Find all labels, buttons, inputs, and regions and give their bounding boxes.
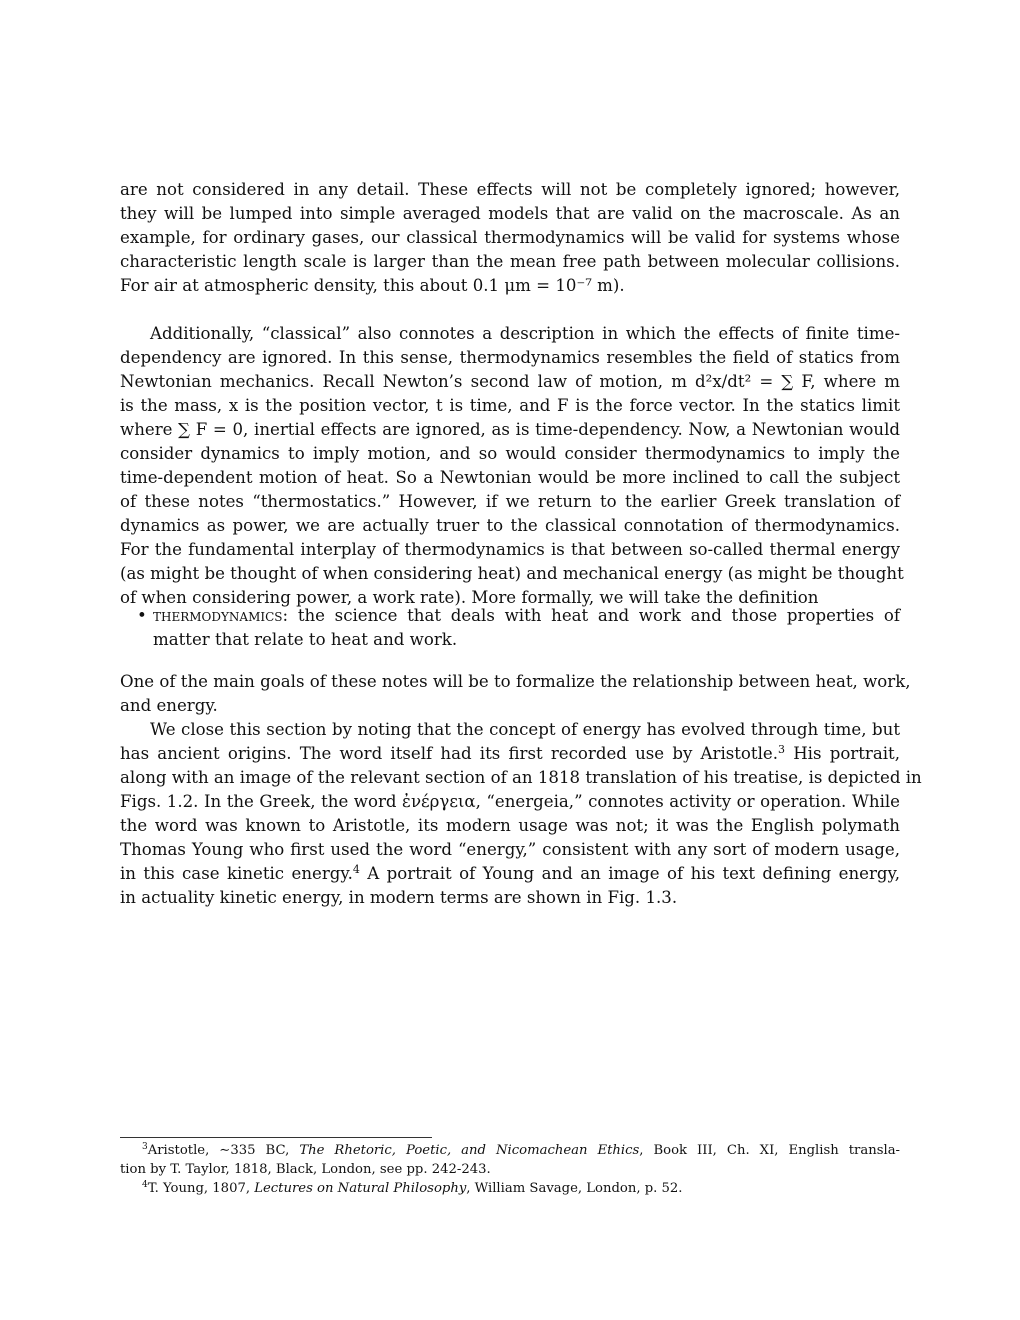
text-line: the word was known to Aristotle, its modern usage was not; it was the English polymath xyxy=(120,816,900,835)
footnote-text: T. Young, 1807, xyxy=(147,1181,255,1196)
text-line: of when considering power, a work rate). More formally, we will take the definition xyxy=(120,588,819,607)
definition-line xyxy=(153,604,900,628)
text-line: Thomas Young who first used the word “energy,” consistent with any sort of modern usage, xyxy=(120,840,900,859)
text-line xyxy=(120,862,900,886)
text-line: where ∑ F = 0, inertial effects are ignored, as is time-dependency. Now, a Newtonian would xyxy=(120,420,900,439)
footnote-4 xyxy=(120,1179,900,1198)
footnote-mark: 3 xyxy=(142,1142,148,1152)
text-line: along with an image of the relevant section of an 1818 translation of his treatise, is depicted in xyxy=(120,768,922,787)
definition-text: : the science that deals with heat and work and those properties of xyxy=(282,606,900,625)
text-line: Additionally, “classical” also connotes a description in which the effects of finite time- xyxy=(150,324,900,343)
footnote-text: Aristotle, ∼335 BC, xyxy=(147,1143,300,1158)
footnote-title: Lectures on Natural Philosophy xyxy=(254,1181,467,1196)
text-line: consider dynamics to imply motion, and so would consider thermodynamics to imply the xyxy=(120,444,900,463)
text-segment: A portrait of Young and an image of his text defining energy, xyxy=(359,864,900,883)
definition-term: thermodynamics xyxy=(153,606,283,625)
text-line: is the mass, x is the position vector, t is time, and F is the force vector. In the statics limit xyxy=(120,396,900,415)
definition-line: matter that relate to heat and work. xyxy=(153,630,458,649)
footnote-text: , William Savage, London, p. 52. xyxy=(466,1181,683,1196)
text-line xyxy=(120,742,900,766)
text-line: time-dependent motion of heat. So a Newtonian would be more inclined to call the subject xyxy=(120,468,900,487)
paragraph-3 xyxy=(120,670,911,718)
text-line: they will be lumped into simple averaged models that are valid on the macroscale. As an xyxy=(120,204,900,223)
paragraph-2 xyxy=(120,322,904,610)
text-line: We close this section by noting that the concept of energy has evolved through time, but xyxy=(150,720,900,739)
footnote-ref-4[interactable]: 4 xyxy=(352,863,360,876)
definition-item xyxy=(120,604,900,652)
text-line: One of the main goals of these notes will be to formalize the relationship between heat, work, xyxy=(120,672,911,691)
text-segment: has ancient origins. The word itself had its first recorded use by Aristotle. xyxy=(120,744,778,763)
text-line: in actuality kinetic energy, in modern terms are shown in Fig. 1.3. xyxy=(120,888,678,907)
bullet-icon: • xyxy=(137,606,147,625)
text-line: characteristic length scale is larger than the mean free path between molecular collisions. xyxy=(120,252,900,271)
footnote-3 xyxy=(120,1141,900,1160)
text-line: example, for ordinary gases, our classical thermodynamics will be valid for systems whose xyxy=(120,228,900,247)
footnote-divider xyxy=(120,1137,432,1138)
footnote-3-continued: tion by T. Taylor, 1818, Black, London, see pp. 242-243. xyxy=(120,1162,491,1177)
text-line: of these notes “thermostatics.” However, if we return to the earlier Greek translation of xyxy=(120,492,900,511)
text-line: Newtonian mechanics. Recall Newton’s second law of motion, m d²x/dt² = ∑ F, where m xyxy=(120,372,900,391)
text-line: dynamics as power, we are actually truer to the classical connotation of thermodynamics. xyxy=(120,516,900,535)
text-line: For air at atmospheric density, this about 0.1 μm = 10⁻⁷ m). xyxy=(120,276,625,295)
text-line: and energy. xyxy=(120,696,218,715)
footnote-title: The Rhetoric, Poetic, and Nicomachean Ethics xyxy=(299,1143,640,1158)
text-segment: His portrait, xyxy=(785,744,900,763)
text-line: (as might be thought of when considering heat) and mechanical energy (as might be thought xyxy=(120,564,904,583)
footnotes xyxy=(120,1141,900,1198)
footnote-text: , Book III, Ch. XI, English transla- xyxy=(639,1143,901,1158)
text-segment: in this case kinetic energy. xyxy=(120,864,353,883)
text-line: dependency are ignored. In this sense, thermodynamics resembles the field of statics from xyxy=(120,348,900,367)
paragraph-4 xyxy=(120,718,922,910)
text-line: are not considered in any detail. These effects will not be completely ignored; however, xyxy=(120,180,900,199)
paragraph-1 xyxy=(120,178,900,298)
text-line: For the fundamental interplay of thermodynamics is that between so-called thermal energy xyxy=(120,540,900,559)
footnote-ref-3[interactable]: 3 xyxy=(778,743,785,756)
footnote-mark: 4 xyxy=(142,1180,148,1190)
text-line: Figs. 1.2. In the Greek, the word ἐνέργεια, “energeia,” connotes activity or operation. While xyxy=(120,792,900,811)
